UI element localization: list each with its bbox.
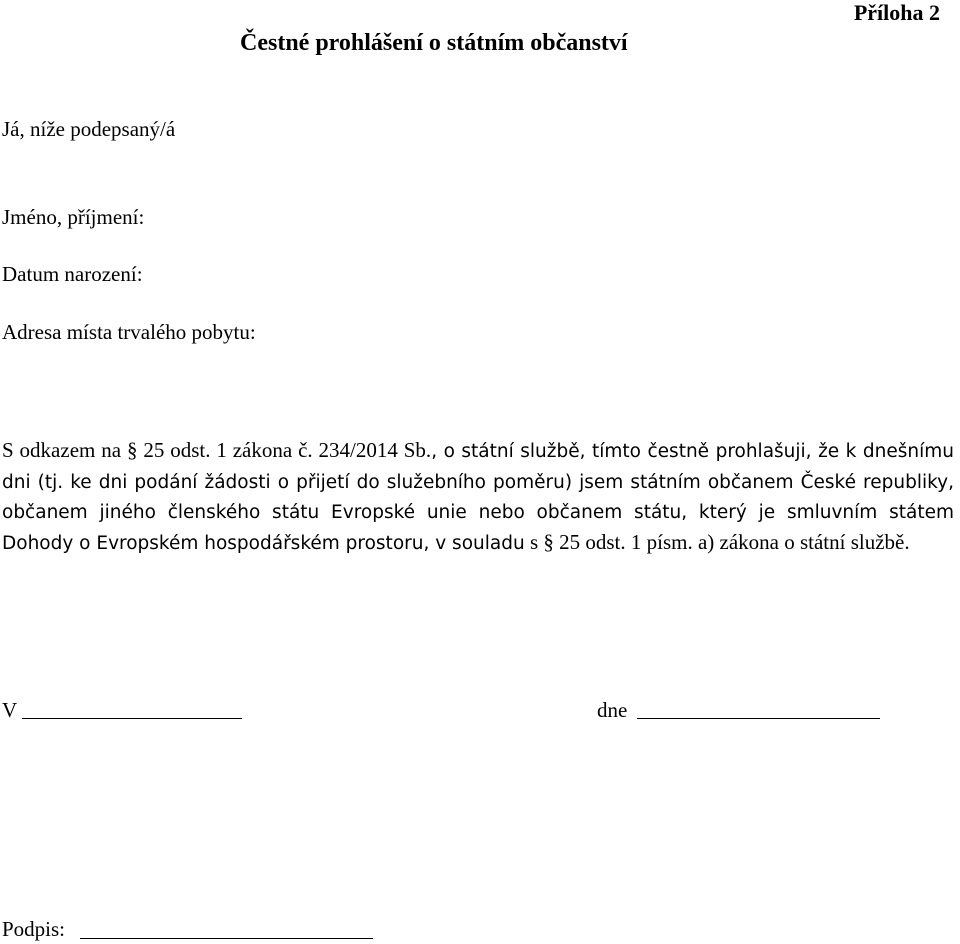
- birthdate-field-label: Datum narození:: [2, 262, 143, 286]
- declaration-part-3: s § 25 odst. 1 písm. a) zákona o státní službě.: [524, 529, 910, 554]
- place-blank-line: [22, 718, 242, 719]
- date-blank-line: [637, 718, 880, 719]
- declaration-part-1: S odkazem na § 25 odst. 1 zákona č. 234/2014 Sb.: [2, 438, 432, 462]
- document-title: Čestné prohlášení o státním občanství: [240, 30, 628, 56]
- name-field-label: Jméno, příjmení:: [2, 205, 145, 229]
- annex-label: Příloha 2: [853, 0, 940, 25]
- address-field-label: Adresa místa trvalého pobytu:: [2, 320, 256, 344]
- date-label: dne: [597, 698, 628, 722]
- signature-label: Podpis:: [2, 917, 66, 941]
- intro-text: Já, níže podepsaný/á: [2, 117, 176, 141]
- signature-blank-line: [80, 938, 373, 939]
- place-label: V: [2, 698, 18, 722]
- declaration-paragraph: [2, 436, 954, 558]
- declaration-part-2: , o státní službě, tímto čestně prohlašuji, že k dnešnímu dni (tj. ke dni podání žádosti o přijetí do služebního poměru) jsem státním občanem České republiky, občanem jiného členského státu Evropské unie nebo občanem státu, který je smluvním státem Dohody o Evropském hospodářském prostoru, v souladu: [2, 441, 955, 554]
